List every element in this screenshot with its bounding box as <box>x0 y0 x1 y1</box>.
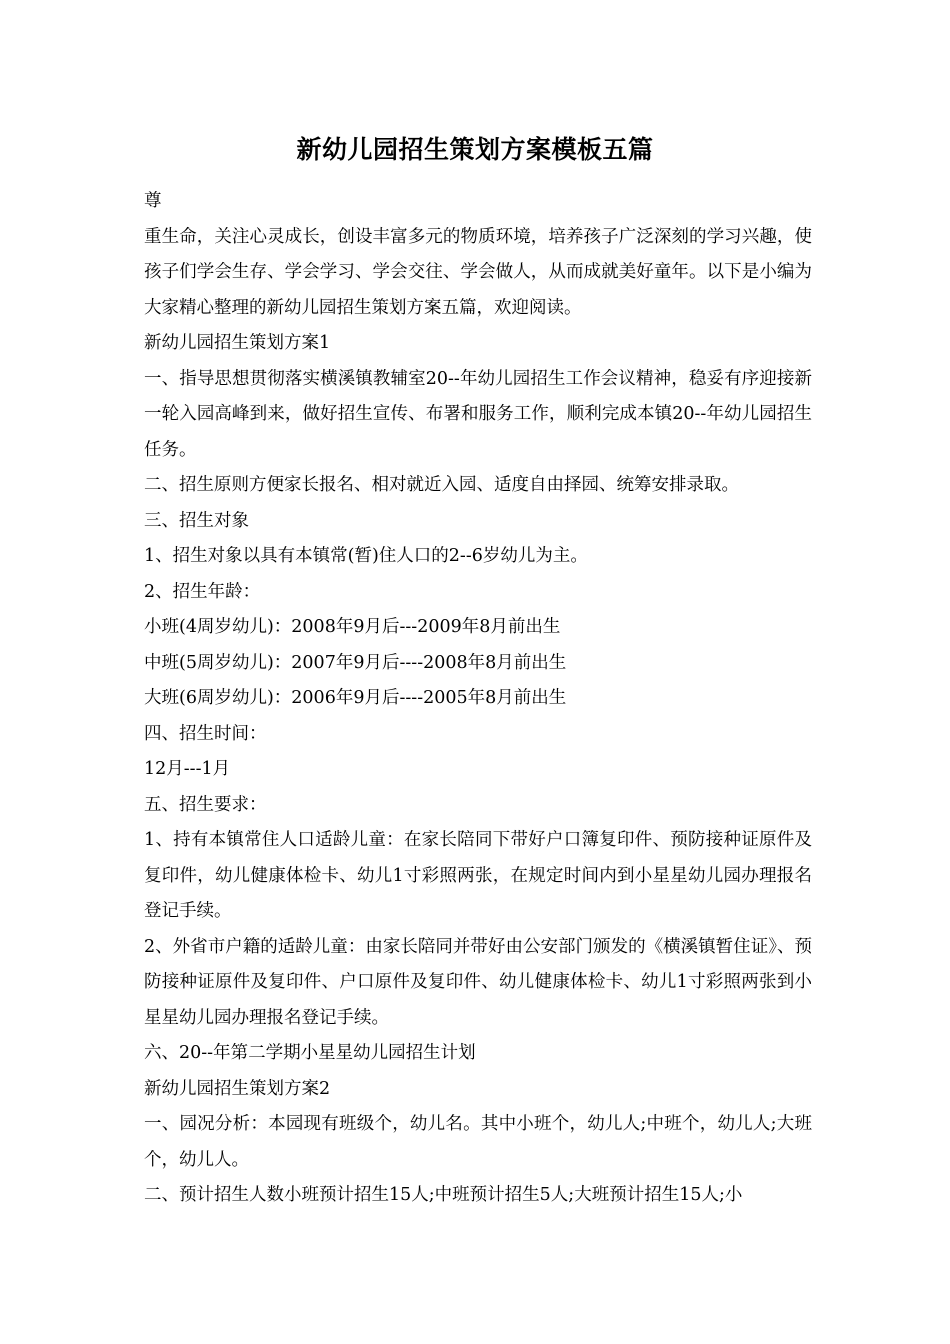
paragraph: 1、招生对象以具有本镇常(暂)住人口的2--6岁幼儿为主。 <box>144 546 588 566</box>
paragraph: 六、20--年第二学期小星星幼儿园招生计划 <box>144 1043 476 1063</box>
paragraph: 小班(4周岁幼儿)：2008年9月后---2009年8月前出生 <box>144 617 561 637</box>
paragraph: 二、预计招生人数小班预计招生15人;中班预计招生5人;大班预计招生15人;小 <box>144 1185 743 1205</box>
paragraph: 12月---1月 <box>144 759 231 779</box>
paragraph: 重生命，关注心灵成长，创设丰富多元的物质环境，培养孩子广泛深刻的学习兴趣，使孩子们学会生存、学会学习、学会交往、学会做人，从而成就美好童年。以下是小编为大家精心整理的新幼儿园招生策划方案五篇，欢迎阅读。 <box>144 226 812 318</box>
section-heading: 新幼儿园招生策划方案2 <box>144 1078 331 1099</box>
document-title: 新幼儿园招生策划方案模板五篇 <box>296 135 654 164</box>
paragraph: 五、招生要求： <box>144 794 267 815</box>
section-heading: 新幼儿园招生策划方案1 <box>144 333 331 353</box>
paragraph: 2、外省市户籍的适龄儿童：由家长陪同并带好由公安部门颁发的《横溪镇暂住证》、预防接种证原件及复印件、户口原件及复印件、幼儿健康体检卡、幼儿1寸彩照两张到小星星幼儿园办理报名登记手续。 <box>144 936 812 1028</box>
paragraph: 大班(6周岁幼儿)：2006年9月后----2005年8月前出生 <box>144 688 567 708</box>
paragraph: 三、招生对象 <box>144 510 249 531</box>
paragraph: 2、招生年龄： <box>144 581 261 602</box>
paragraph: 四、招生时间： <box>144 723 267 744</box>
document-body <box>144 184 812 1214</box>
paragraph: 1、持有本镇常住人口适龄儿童：在家长陪同下带好户口簿复印件、预防接种证原件及复印件，幼儿健康体检卡、幼儿1寸彩照两张，在规定时间内到小星星幼儿园办理报名登记手续。 <box>144 830 812 921</box>
paragraph: 中班(5周岁幼儿)：2007年9月后----2008年8月前出生 <box>144 652 567 673</box>
paragraph: 尊 <box>144 191 162 211</box>
paragraph: 一、指导思想贯彻落实横溪镇教辅室20--年幼儿园招生工作会议精神，稳妥有序迎接新一轮入园高峰到来，做好招生宣传、布署和服务工作，顺利完成本镇20--年幼儿园招生任务。 <box>144 368 812 460</box>
paragraph: 一、园况分析：本园现有班级个，幼儿名。其中小班个，幼儿人;中班个，幼儿人;大班个，幼儿人。 <box>144 1114 812 1170</box>
paragraph: 二、招生原则方便家长报名、相对就近入园、适度自由择园、统筹安排录取。 <box>144 475 739 495</box>
